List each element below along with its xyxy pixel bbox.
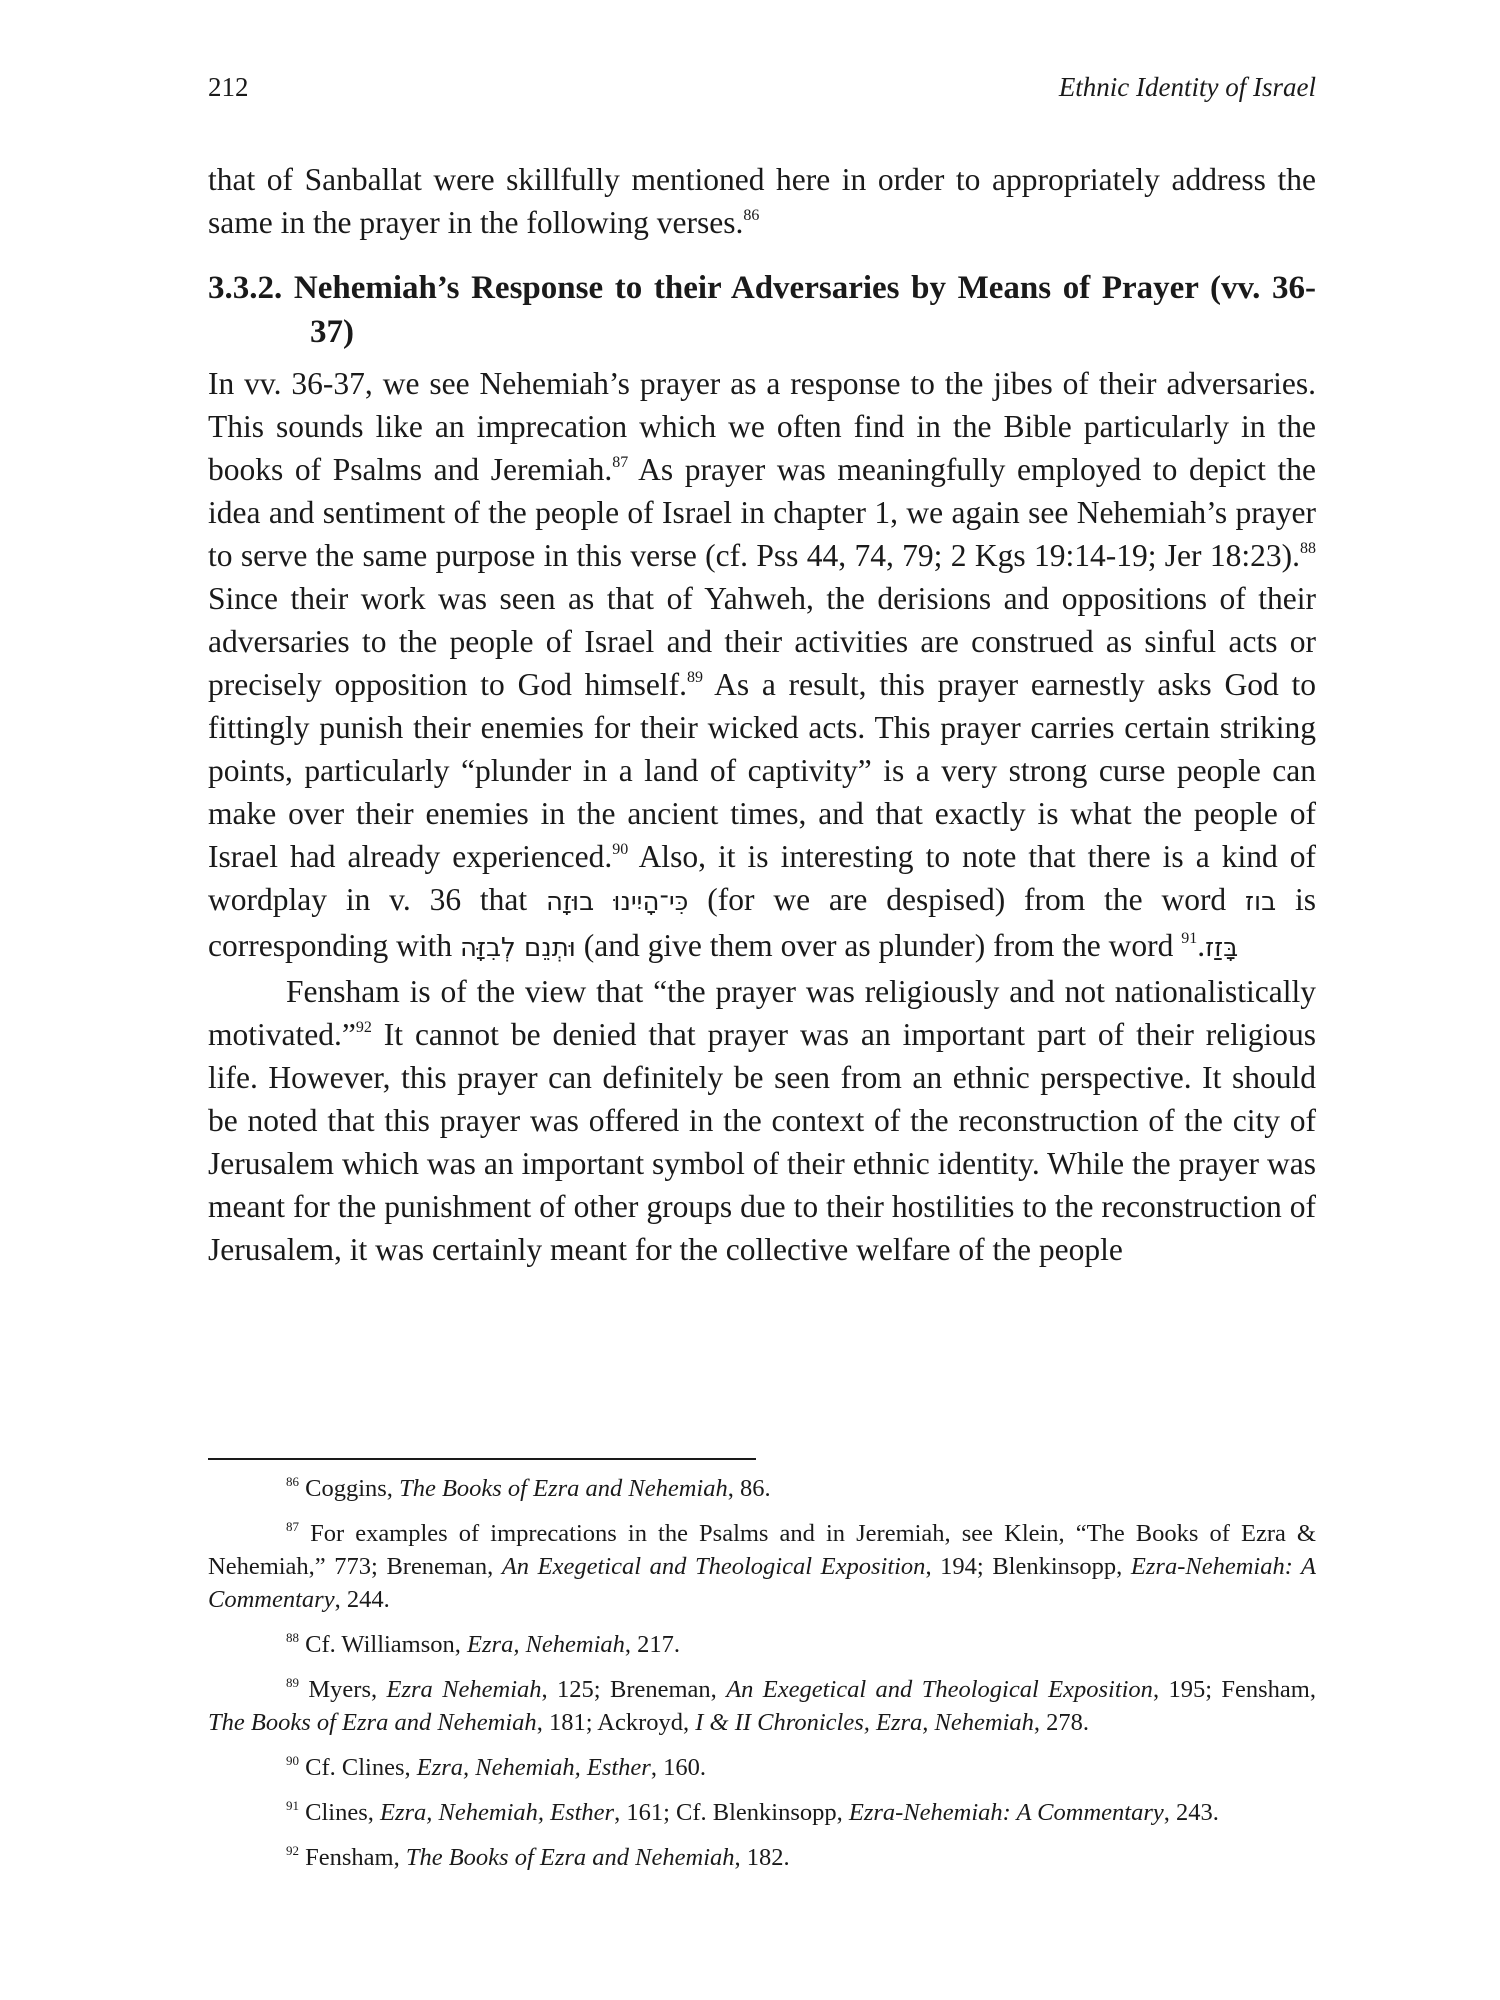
running-title: Ethnic Identity of Israel: [1058, 72, 1316, 102]
footnote-title: I & II Chronicles, Ezra, Nehemiah: [695, 1709, 1034, 1736]
footnote-number: 86: [286, 1474, 299, 1489]
paragraph-text: .: [1197, 928, 1206, 963]
paragraph-text: Since their work was seen as that of Yahweh, the derisions and oppositions of their adversaries to the people of Israel and their activities are construed as sinful acts or precisely opposition to God himself.: [208, 581, 1316, 702]
footnote-text: Myers,: [299, 1676, 387, 1703]
paragraph-text: As a result, this prayer earnestly asks God to fittingly punish their enemies for their wicked acts. This prayer carries certain striking points, particularly “plunder in a land of captivity” is a very strong curse people can make over their enemies in the ancient times, and that exactly is what the people of Israel had already experienced.: [208, 667, 1316, 874]
main-text: [208, 158, 1316, 1271]
footnote-text: , 194; Blenkinsopp,: [925, 1553, 1131, 1580]
footnote-text: , 278.: [1033, 1709, 1090, 1736]
footnote-title: The Books of Ezra and Nehemiah: [399, 1475, 728, 1502]
footnote-text: , 161; Cf. Blenkinsopp,: [614, 1799, 849, 1826]
footnote-text: Fensham,: [299, 1844, 406, 1871]
footnote-text: , 182.: [734, 1844, 790, 1871]
footnote-text: , 86.: [727, 1475, 771, 1502]
footnote-title: An Exegetical and Theological Exposition: [501, 1553, 926, 1580]
footnote-title: Ezra, Nehemiah, Esther: [380, 1799, 615, 1826]
footnote-text: , 217.: [624, 1631, 681, 1658]
footnote-92: [208, 1841, 1316, 1874]
footnote-ref-92: 92: [355, 1019, 372, 1036]
footnote-ref-90: 90: [612, 841, 629, 858]
footnote-title: Ezra-Nehemiah: A Commentary: [848, 1799, 1164, 1826]
paragraph-text: (and give them over as plunder) from the word: [575, 928, 1182, 963]
footnote-number: 90: [286, 1753, 299, 1768]
paragraph-text: Fensham is of the view that “the prayer was religiously and not nationalistically motivated.”: [208, 974, 1316, 1052]
paragraph-continuation: [208, 158, 1316, 244]
paragraph-fensham: [208, 970, 1316, 1271]
footnote-text: For examples of imprecations in the Psalms and in Jeremiah, see Klein, “The Books of Ezra & Nehemiah,” 773; Breneman,: [208, 1520, 1316, 1580]
footnote-87: [208, 1517, 1316, 1616]
paragraph-prayer: [208, 362, 1316, 970]
footnote-90: [208, 1751, 1316, 1784]
footnote-ref-87: 87: [612, 454, 629, 471]
hebrew-word: בוז: [1245, 887, 1277, 917]
page-number: 212: [208, 72, 249, 102]
footnote-ref-88: 88: [1300, 540, 1316, 557]
hebrew-phrase: כִּי־הָיִינוּ בוּזָה: [546, 887, 689, 917]
footnote-text: , 243.: [1163, 1799, 1219, 1826]
footnote-title: Ezra-Nehemiah: A Commentary: [208, 1553, 1316, 1613]
paragraph-text: that of Sanballat were skillfully mentioned here in order to appropriately address the same in the prayer in the following verses.: [208, 162, 1316, 240]
paragraph-text: Also, it is interesting to note that there is a kind of wordplay in v. 36 that: [208, 839, 1316, 917]
footnote-title: Ezra, Nehemiah, Esther: [416, 1754, 651, 1781]
paragraph-text: (for we are despised) from the word: [688, 882, 1246, 917]
footnote-text: Coggins,: [299, 1475, 400, 1502]
footnote-number: 88: [286, 1630, 299, 1645]
footnote-89: [208, 1673, 1316, 1739]
footnote-text: , 181; Ackroyd,: [536, 1709, 696, 1736]
footnote-number: 92: [286, 1843, 299, 1858]
footnote-text: , 125; Breneman,: [541, 1676, 727, 1703]
footnote-number: 91: [286, 1798, 299, 1813]
page-header: [208, 72, 1316, 103]
footnote-91: [208, 1796, 1316, 1829]
paragraph-text: It cannot be denied that prayer was an important part of their religious life. However, this prayer can definitely be seen from an ethnic perspective. It should be noted that this prayer was offered in the context of the reconstruction of the city of Jerusalem which was an important symbol of their ethnic identity. While the prayer was meant for the punishment of other groups due to their hostilities to the reconstruction of Jerusalem, it was certainly meant for the collective welfare of the people: [208, 1017, 1316, 1267]
footnote-ref-91: 91: [1181, 930, 1198, 947]
footnote-title: An Exegetical and Theological Exposition: [726, 1676, 1153, 1703]
footnote-ref-86: 86: [743, 207, 760, 224]
footnote-86: [208, 1472, 1316, 1505]
section-heading: 3.3.2. Nehemiah’s Response to their Adversaries by Means of Prayer (vv. 36-37): [208, 270, 1316, 350]
hebrew-word: בָּזַז: [1205, 933, 1239, 963]
footnote-text: , 195; Fensham,: [1152, 1676, 1316, 1703]
footnote-text: , 244.: [334, 1586, 390, 1613]
footnote-text: Cf. Williamson,: [299, 1631, 468, 1658]
footnote-title: The Books of Ezra and Nehemiah: [405, 1844, 735, 1871]
paragraph-text: As prayer was meaningfully employed to depict the idea and sentiment of the people of Israel in chapter 1, we again see Nehemiah’s prayer to serve the same purpose in this verse (cf. Pss 44, 74, 79; 2 Kgs 19:14-19; Jer 18:23).: [208, 452, 1317, 573]
footnote-text: Cf. Clines,: [299, 1754, 417, 1781]
footnote-number: 89: [286, 1675, 299, 1690]
hebrew-phrase: וּתְנֵם לְבִזָּה: [459, 933, 576, 963]
paragraph-text: is corresponding with: [208, 882, 1317, 963]
footnotes: [208, 1472, 1316, 1886]
footnote-88: [208, 1628, 1316, 1661]
footnote-text: , 160.: [650, 1754, 706, 1781]
footnote-ref-89: 89: [687, 669, 704, 686]
footnote-divider: [208, 1458, 756, 1460]
footnote-number: 87: [286, 1519, 299, 1534]
footnote-title: The Books of Ezra and Nehemiah: [208, 1709, 537, 1736]
footnote-text: Clines,: [299, 1799, 380, 1826]
footnote-title: Ezra Nehemiah: [386, 1676, 542, 1703]
footnote-title: Ezra, Nehemiah: [467, 1631, 625, 1658]
paragraph-text: In vv. 36-37, we see Nehemiah’s prayer as a response to the jibes of their adversaries. This sounds like an imprecation which we often find in the Bible particularly in the books of Psalms and Jeremiah.: [208, 366, 1316, 487]
